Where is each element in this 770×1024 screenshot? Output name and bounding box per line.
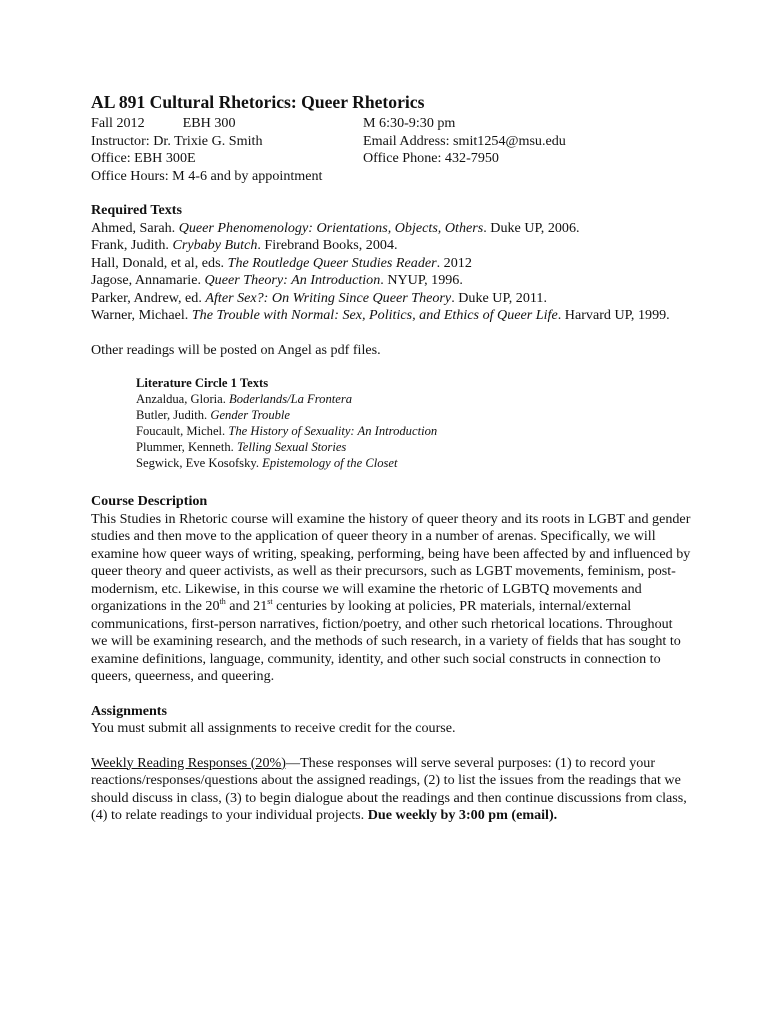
course-info xyxy=(91,115,691,185)
required-texts-section xyxy=(91,202,691,359)
course-description-text: This Studies in Rhetoric course will examine the history of queer theory and its roots in LGBT and gender studies and then move to the application of queer theory in a number of arenas. Specifically, we will examine how queer ways of writing, speaking, performing, being have been affected by and influenced by queer theory and queer activists, as well as their precursors, such as LGBT movements, feminism, post-modernism, etc. Likewise, in this course we will examine the rhetoric of LGBTQ movements and organizations in the 20th and 21st centuries by looking at policies, PR materials, internal/external communications, first-person narratives, fiction/poetry, and other such rhetorical locations. Throughout we will be examining research, and the methods of such research, in a variety of fields that has sought to examine definitions, language, community, identity, and other such social constructs in connection to queers, queerness, and queering. xyxy=(91,510,691,684)
required-text-item: Jagose, Annamarie. Queer Theory: An Introduction. NYUP, 1996. xyxy=(91,272,463,288)
required-text-item: Frank, Judith. Crybaby Butch. Firebrand Books, 2004. xyxy=(91,237,398,253)
office-hours: Office Hours: M 4-6 and by appointment xyxy=(91,167,323,184)
weekly-responses-label: Weekly Reading Responses (20%) xyxy=(91,754,286,771)
assignments-text: You must submit all assignments to receive credit for the course. xyxy=(91,720,456,736)
email: Email Address: smit1254@msu.edu xyxy=(363,132,566,149)
literature-circle-item: Plummer, Kenneth. Telling Sexual Stories xyxy=(136,440,347,454)
required-text-item: Warner, Michael. The Trouble with Normal: Sex, Politics, and Ethics of Queer Life. Harvard UP, 1999. xyxy=(91,307,670,323)
meeting-time: M 6:30-9:30 pm xyxy=(363,115,456,131)
literature-circle-item: Anzaldua, Gloria. Boderlands/La Frontera xyxy=(136,392,353,406)
literature-circle-section xyxy=(136,375,691,471)
weekly-due: Due weekly by 3:00 pm (email). xyxy=(367,807,558,823)
syllabus-page xyxy=(91,92,691,825)
term: Fall 2012 xyxy=(91,115,145,131)
required-text-item: Hall, Donald, et al, eds. The Routledge Queer Studies Reader. 2012 xyxy=(91,254,472,271)
literature-circle-item: Segwick, Eve Kosofsky. Epistemology of the Closet xyxy=(136,456,398,470)
required-text-item: Ahmed, Sarah. Queer Phenomenology: Orientations, Objects, Others. Duke UP, 2006. xyxy=(91,219,580,236)
room: EBH 300 xyxy=(182,115,236,131)
course-title: AL 891 Cultural Rhetorics: Queer Rhetorics xyxy=(91,92,425,112)
weekly-responses-section xyxy=(91,755,691,825)
literature-circle-item: Foucault, Michel. The History of Sexuality: An Introduction xyxy=(136,424,438,438)
required-texts-heading: Required Texts xyxy=(91,202,182,218)
course-description-heading: Course Description xyxy=(91,493,208,509)
term-room xyxy=(91,115,363,133)
literature-circle-item: Butler, Judith. Gender Trouble xyxy=(136,408,290,422)
required-texts-list xyxy=(91,220,691,325)
course-description-section xyxy=(91,493,691,686)
required-text-item: Parker, Andrew, ed. After Sex?: On Writing Since Queer Theory. Duke UP, 2011. xyxy=(91,289,547,306)
instructor: Instructor: Dr. Trixie G. Smith xyxy=(91,132,263,149)
other-readings-note: Other readings will be posted on Angel as pdf files. xyxy=(91,341,381,358)
office: Office: EBH 300E xyxy=(91,150,196,166)
literature-circle-heading: Literature Circle 1 Texts xyxy=(136,376,269,390)
assignments-heading: Assignments xyxy=(91,702,167,719)
assignments-section xyxy=(91,703,691,738)
phone: Office Phone: 432-7950 xyxy=(363,150,499,166)
literature-circle-list xyxy=(136,391,691,471)
weekly-responses-text: Weekly Reading Responses (20%)—These responses will serve several purposes: (1) to record your reactions/responses/questions about the assigned readings, (2) to list the issues from the readings that we should discuss in class, (3) to begin dialogue about the readings and then continue discussions from class, (4) to relate readings to your individual projects. Due weekly by 3:00 pm (email). xyxy=(91,754,687,823)
